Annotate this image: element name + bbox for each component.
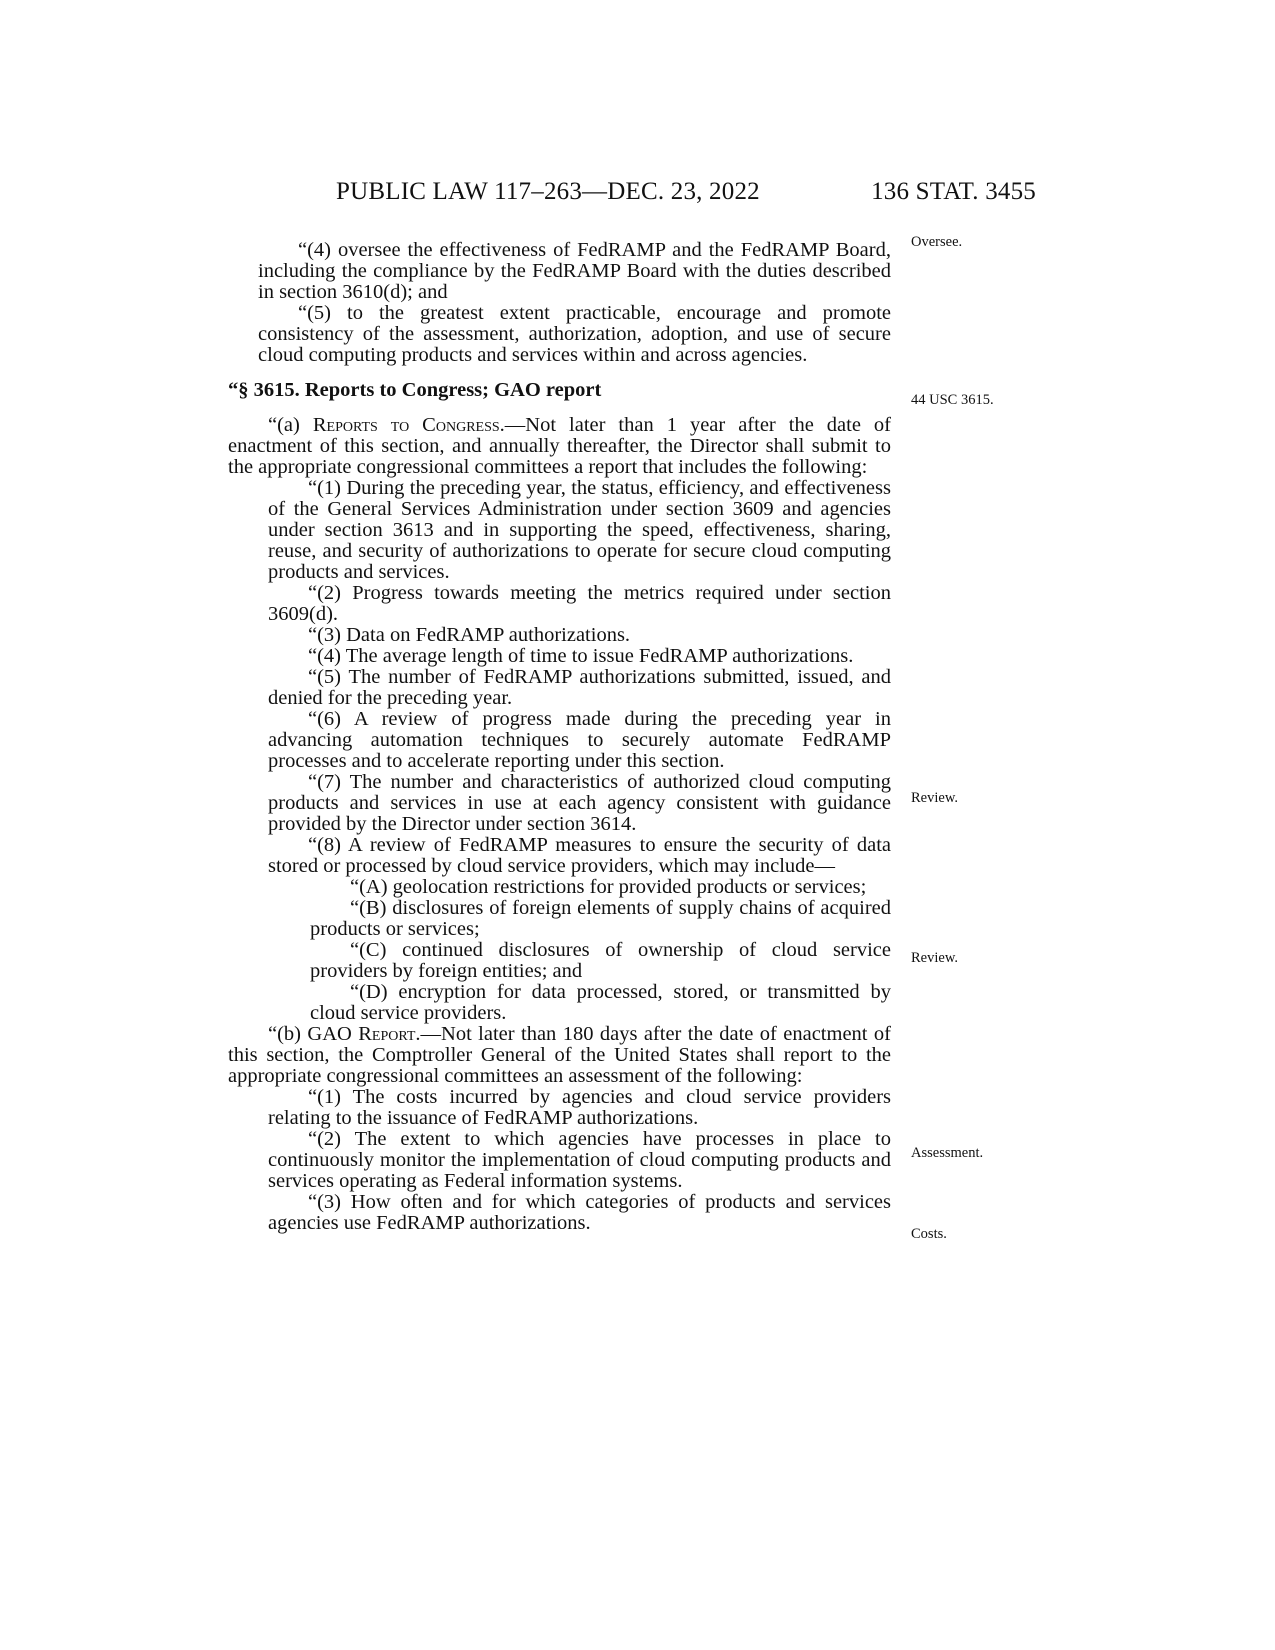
margin-note-review-6: Review.: [911, 790, 958, 806]
subsection-a: “(a) Reports to Congress.—Not later than 1 year after the date of enactment of this section, and annually thereafter, the Director shall submit to the appropriate congressional committees a report that includes the following:: [228, 414, 891, 478]
item-a1: “(1) During the preceding year, the status, efficiency, and effectiveness of the General Services Administration under section 3609 and agencies under section 3613 and in supporting the speed, effectiveness, sharing, reuse, and security of authorizations to operate for secure cloud computing products and services.: [268, 477, 891, 583]
margin-note-review-8: Review.: [911, 950, 958, 966]
item-a8-A: “(A) geolocation restrictions for provided products or services;: [350, 876, 867, 898]
item-a3: “(3) Data on FedRAMP authorizations.: [308, 624, 631, 646]
statute-page-number: 136 STAT. 3455: [871, 178, 1036, 205]
paragraph-4: “(4) oversee the effectiveness of FedRAMP and the FedRAMP Board, including the compliance by the FedRAMP Board with the duties described in section 3610(d); and: [258, 239, 891, 303]
item-a6: “(6) A review of progress made during the preceding year in advancing automation techniques to securely automate FedRAMP processes and to accelerate reporting under this section.: [268, 708, 891, 772]
paragraph-5: “(5) to the greatest extent practicable, encourage and promote consistency of the assessment, authorization, adoption, and use of secure cloud computing products and services within and across agencies.: [258, 302, 891, 366]
margin-note-usc: 44 USC 3615.: [911, 392, 994, 408]
margin-note-costs: Costs.: [911, 1226, 947, 1242]
item-b3: “(3) How often and for which categories of products and services agencies use FedRAMP authorizations.: [268, 1191, 891, 1234]
item-a7: “(7) The number and characteristics of authorized cloud computing products and services in use at each agency consistent with guidance provided by the Director under section 3614.: [268, 771, 891, 835]
item-a8-D: “(D) encryption for data processed, stored, or transmitted by cloud service providers.: [310, 981, 891, 1024]
margin-note-assessment: Assessment.: [911, 1145, 984, 1161]
section-heading: “§ 3615. Reports to Congress; GAO report: [228, 379, 602, 401]
subsection-a-heading: Reports to Congress: [312, 414, 500, 436]
item-a8-B: “(B) disclosures of foreign elements of supply chains of acquired products or services;: [310, 897, 891, 940]
public-law-title: PUBLIC LAW 117–263—DEC. 23, 2022: [336, 178, 760, 205]
item-a8: “(8) A review of FedRAMP measures to ensure the security of data stored or processed by cloud service providers, which may include—: [268, 834, 891, 877]
item-b1: “(1) The costs incurred by agencies and cloud service providers relating to the issuance of FedRAMP authorizations.: [268, 1086, 891, 1129]
running-header: [300, 178, 1036, 218]
item-a8-C: “(C) continued disclosures of ownership of cloud service providers by foreign entities; and: [310, 939, 891, 982]
item-b2: “(2) The extent to which agencies have processes in place to continuously monitor the implementation of cloud computing products and services operating as Federal information systems.: [268, 1128, 891, 1192]
margin-note-oversee: Oversee.: [911, 234, 963, 250]
subsection-b-heading: GAO Report: [307, 1023, 416, 1045]
item-a2: “(2) Progress towards meeting the metrics required under section 3609(d).: [268, 582, 891, 625]
item-a5: “(5) The number of FedRAMP authorizations submitted, issued, and denied for the preceding year.: [268, 666, 891, 709]
body-text: [228, 240, 891, 1234]
subsection-b: “(b) GAO Report.—Not later than 180 days after the date of enactment of this section, the Comptroller General of the United States shall report to the appropriate congressional committees an assessment of the following:: [228, 1023, 891, 1087]
item-a4: “(4) The average length of time to issue FedRAMP authorizations.: [308, 645, 854, 667]
